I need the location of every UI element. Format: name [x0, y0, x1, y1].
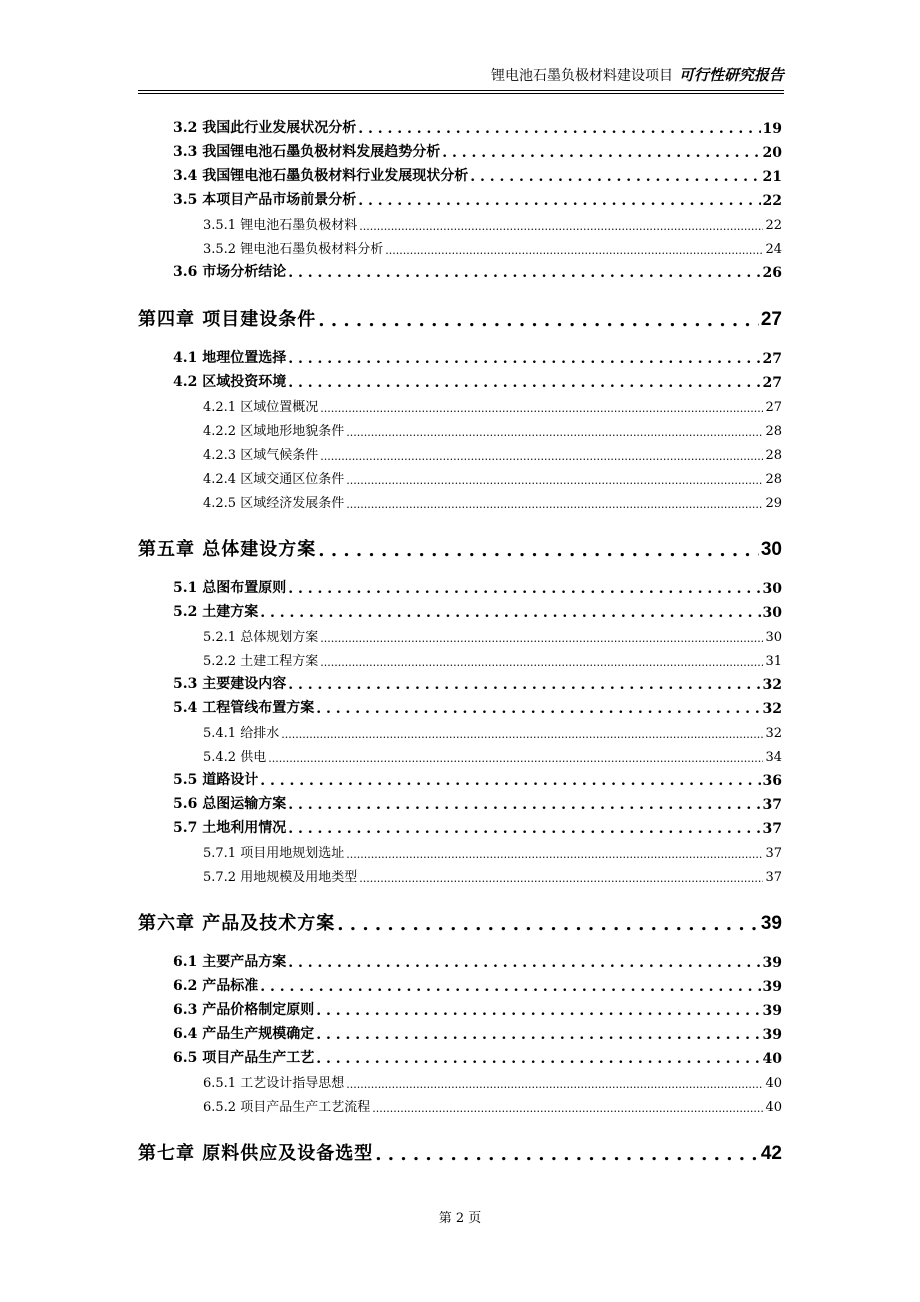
toc-entry-page: 40	[765, 1076, 782, 1091]
toc-entry-label: 6.4 产品生产规模确定	[173, 1026, 315, 1042]
toc-entry[interactable]	[138, 113, 784, 137]
toc-entry-label: 5.4 工程管线布置方案	[173, 700, 315, 716]
toc-entry-page: 27	[765, 400, 782, 415]
toc-entry-page: 28	[765, 472, 782, 487]
toc-entry-page: 37	[762, 797, 782, 813]
toc-leader-dots	[346, 848, 763, 861]
toc-entry-page: 28	[765, 424, 782, 439]
toc-entry-label: 4.2 区域投资环境	[173, 374, 287, 390]
toc-entry-label: 4.1 地理位置选择	[173, 350, 287, 366]
toc-entry-label: 6.5.2 项目产品生产工艺流程	[203, 1100, 371, 1115]
toc-entry[interactable]	[138, 185, 784, 209]
page-header	[138, 64, 784, 91]
toc-entry[interactable]	[138, 257, 784, 281]
toc-entry-label: 3.5 本项目产品市场前景分析	[173, 192, 357, 208]
toc-entry[interactable]	[138, 209, 784, 233]
toc-entry[interactable]	[138, 137, 784, 161]
toc-entry-page: 27	[762, 375, 782, 391]
toc-entry-page: 27	[760, 309, 782, 330]
toc-entry[interactable]	[138, 947, 784, 971]
toc-chapter-entry[interactable]	[138, 901, 784, 935]
toc-leader-dots	[260, 605, 760, 621]
toc-entry-label: 4.2.3 区域气候条件	[203, 448, 319, 463]
toc-entry[interactable]	[138, 789, 784, 813]
toc-leader-dots	[316, 1051, 760, 1067]
toc-leader-dots	[318, 540, 759, 561]
toc-entry-label: 6.1 主要产品方案	[173, 954, 287, 970]
toc-leader-dots	[268, 752, 763, 765]
toc-chapter-entry[interactable]	[138, 1131, 784, 1165]
toc-entry-page: 20	[762, 145, 782, 161]
toc-entry-label: 第六章 产品及技术方案	[138, 913, 336, 934]
toc-entry-page: 24	[765, 242, 782, 257]
toc-entry[interactable]	[138, 741, 784, 765]
toc-entry[interactable]	[138, 621, 784, 645]
toc-entry-page: 30	[765, 630, 782, 645]
toc-entry[interactable]	[138, 367, 784, 391]
toc-entry[interactable]	[138, 1067, 784, 1091]
toc-leader-dots	[346, 474, 763, 487]
toc-entry-page: 39	[762, 1027, 782, 1043]
toc-leader-dots	[288, 375, 760, 391]
toc-entry-page: 40	[762, 1051, 782, 1067]
toc-entry[interactable]	[138, 861, 784, 885]
document-type: 可行性研究报告	[678, 66, 784, 84]
toc-leader-dots	[442, 145, 760, 161]
toc-entry[interactable]	[138, 717, 784, 741]
toc-leader-dots	[288, 821, 760, 837]
toc-entry-label: 3.3 我国锂电池石墨负极材料发展趋势分析	[173, 144, 441, 160]
toc-leader-dots	[288, 955, 760, 971]
toc-entry[interactable]	[138, 971, 784, 995]
toc-entry[interactable]	[138, 765, 784, 789]
toc-entry-page: 22	[762, 193, 782, 209]
toc-leader-dots	[358, 193, 760, 209]
toc-entry[interactable]	[138, 415, 784, 439]
toc-entry-label: 3.5.2 锂电池石墨负极材料分析	[203, 242, 384, 257]
toc-entry-label: 第七章 原料供应及设备选型	[138, 1143, 374, 1164]
toc-entry[interactable]	[138, 391, 784, 415]
toc-entry-label: 5.4.1 给排水	[203, 726, 280, 741]
toc-entry-page: 37	[762, 821, 782, 837]
toc-entry-label: 4.2.1 区域位置概况	[203, 400, 319, 415]
toc-leader-dots	[288, 351, 760, 367]
toc-entry[interactable]	[138, 1043, 784, 1067]
toc-entry[interactable]	[138, 693, 784, 717]
toc-leader-dots	[316, 701, 760, 717]
toc-leader-dots	[385, 244, 763, 257]
toc-entry-page: 26	[762, 265, 782, 281]
toc-entry-label: 第四章 项目建设条件	[138, 309, 317, 330]
toc-entry-label: 4.2.5 区域经济发展条件	[203, 496, 345, 511]
toc-entry-label: 4.2.4 区域交通区位条件	[203, 472, 345, 487]
toc-entry-label: 3.6 市场分析结论	[173, 264, 287, 280]
toc-entry-label: 5.2 土建方案	[173, 604, 259, 620]
toc-entry-page: 32	[762, 677, 782, 693]
toc-leader-dots	[320, 450, 763, 463]
toc-entry-label: 5.2.1 总体规划方案	[203, 630, 319, 645]
toc-entry-label: 3.5.1 锂电池石墨负极材料	[203, 218, 358, 233]
toc-entry[interactable]	[138, 439, 784, 463]
toc-entry-label: 6.5 项目产品生产工艺	[173, 1050, 315, 1066]
toc-entry-label: 5.4.2 供电	[203, 750, 267, 765]
toc-entry-page: 28	[765, 448, 782, 463]
toc-leader-dots	[288, 677, 760, 693]
toc-entry-page: 37	[765, 870, 782, 885]
toc-entry[interactable]	[138, 487, 784, 511]
toc-leader-dots	[288, 265, 760, 281]
toc-leader-dots	[346, 1078, 763, 1091]
toc-entry-page: 21	[762, 169, 782, 185]
toc-leader-dots	[358, 121, 760, 137]
toc-entry[interactable]	[138, 669, 784, 693]
toc-entry-page: 30	[762, 581, 782, 597]
toc-entry[interactable]	[138, 233, 784, 257]
toc-leader-dots	[372, 1102, 763, 1115]
toc-entry-page: 39	[762, 955, 782, 971]
toc-chapter-entry[interactable]	[138, 297, 784, 331]
table-of-contents	[138, 113, 784, 1177]
toc-entry-page: 32	[765, 726, 782, 741]
toc-entry-label: 5.7.1 项目用地规划选址	[203, 846, 345, 861]
page-number-footer: 第 2 页	[438, 1211, 482, 1226]
toc-entry[interactable]	[138, 645, 784, 669]
toc-entry-label: 6.3 产品价格制定原则	[173, 1002, 315, 1018]
toc-entry[interactable]	[138, 1019, 784, 1043]
toc-entry-page: 22	[765, 218, 782, 233]
toc-entry[interactable]	[138, 573, 784, 597]
toc-entry-page: 31	[765, 654, 782, 669]
toc-entry-label: 3.2 我国此行业发展状况分析	[173, 120, 357, 136]
toc-leader-dots	[320, 632, 763, 645]
toc-entry[interactable]	[138, 463, 784, 487]
toc-entry-page: 39	[762, 979, 782, 995]
toc-entry-page: 39	[762, 1003, 782, 1019]
toc-entry-page: 19	[762, 121, 782, 137]
toc-entry-label: 第五章 总体建设方案	[138, 539, 317, 560]
toc-leader-dots	[320, 656, 763, 669]
toc-entry-label: 4.2.2 区域地形地貌条件	[203, 424, 345, 439]
toc-leader-dots	[260, 773, 760, 789]
toc-leader-dots	[375, 1144, 759, 1165]
toc-entry-label: 5.3 主要建设内容	[173, 676, 287, 692]
toc-entry-page: 30	[760, 539, 782, 560]
toc-entry-label: 3.4 我国锂电池石墨负极材料行业发展现状分析	[173, 168, 469, 184]
toc-leader-dots	[316, 1003, 760, 1019]
toc-entry[interactable]	[138, 343, 784, 367]
toc-leader-dots	[288, 797, 760, 813]
toc-entry-page: 32	[762, 701, 782, 717]
toc-entry-page: 37	[765, 846, 782, 861]
toc-entry-page: 39	[760, 913, 782, 934]
toc-leader-dots	[359, 220, 763, 233]
toc-entry-page: 27	[762, 351, 782, 367]
toc-leader-dots	[288, 581, 760, 597]
toc-leader-dots	[320, 402, 763, 415]
toc-entry-page: 30	[762, 605, 782, 621]
toc-entry[interactable]	[138, 597, 784, 621]
toc-entry-page: 42	[760, 1143, 782, 1164]
toc-entry-label: 6.2 产品标准	[173, 978, 259, 994]
document-title: 锂电池石墨负极材料建设项目	[490, 68, 673, 84]
toc-entry-label: 5.2.2 土建工程方案	[203, 654, 319, 669]
toc-leader-dots	[318, 310, 759, 331]
toc-leader-dots	[281, 728, 763, 741]
toc-leader-dots	[337, 914, 759, 935]
toc-entry-label: 5.7.2 用地规模及用地类型	[203, 870, 358, 885]
toc-entry[interactable]	[138, 837, 784, 861]
toc-entry-page: 34	[765, 750, 782, 765]
toc-entry-label: 5.5 道路设计	[173, 772, 259, 788]
toc-entry-label: 6.5.1 工艺设计指导思想	[203, 1076, 345, 1091]
toc-entry-label: 5.1 总图布置原则	[173, 580, 287, 596]
toc-leader-dots	[316, 1027, 760, 1043]
toc-entry[interactable]	[138, 813, 784, 837]
toc-entry-page: 29	[765, 496, 782, 511]
toc-leader-dots	[346, 426, 763, 439]
toc-entry-label: 5.7 土地利用情况	[173, 820, 287, 836]
toc-leader-dots	[346, 498, 763, 511]
toc-leader-dots	[359, 872, 763, 885]
toc-entry[interactable]	[138, 1091, 784, 1115]
toc-entry-label: 5.6 总图运输方案	[173, 796, 287, 812]
toc-entry-page: 36	[762, 773, 782, 789]
toc-chapter-entry[interactable]	[138, 527, 784, 561]
toc-entry[interactable]	[138, 995, 784, 1019]
toc-leader-dots	[470, 169, 760, 185]
toc-leader-dots	[260, 979, 760, 995]
toc-entry[interactable]	[138, 161, 784, 185]
toc-entry-page: 40	[765, 1100, 782, 1115]
